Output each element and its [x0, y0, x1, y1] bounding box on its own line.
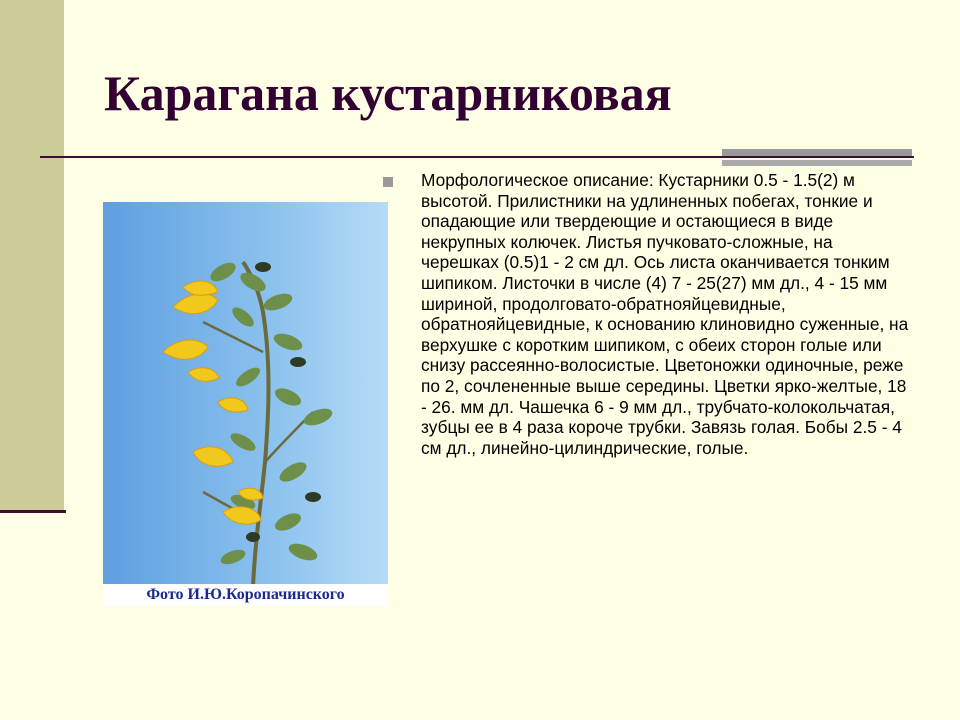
morphology-description: Морфологическое описание: Кустарники 0.5 - 1.5(2) м высотой. Прилистники на удлиненных побегах, тонкие и опадающие или твердеющие и остающиеся в виде некрупных колючек. Листья пучковато-сложные, на черешках (0.5)1 - 2 см дл. Ось листа оканчивается тонким шипиком. Листочки в числе (4) 7 - 25(27) мм дл., 4 - 15 мм шириной, продолговато-обратнояйцевидные, обратнояйцевидные, к основанию клиновидно суженные, на верхушке с коротким шипиком, с обеих сторон голые или снизу рассеянно-волосистые. Цветоножки одиночные, реже по 2, сочлененные выше середины. Цветки ярко-желтые, 18 - 26. мм дл. Чашечка 6 - 9 мм дл., трубчато-колокольчатая, зубцы ее в 4 раза короче трубки. Завязь голая. Бобы 2.5 - 4 см дл., линейно-цилиндрические, голые.: [421, 170, 909, 458]
bullet-square-icon: [383, 177, 393, 187]
photo-caption: Фото И.Ю.Коропачинского: [103, 584, 388, 606]
divider-accent-lower: [722, 160, 912, 166]
left-band-rule: [0, 510, 66, 513]
slide-title: Карагана кустарниковая: [104, 65, 672, 121]
shrub-photo: [103, 202, 388, 606]
title-divider: [40, 156, 914, 158]
left-decorative-band: [0, 0, 64, 510]
divider-accent: [722, 149, 912, 156]
